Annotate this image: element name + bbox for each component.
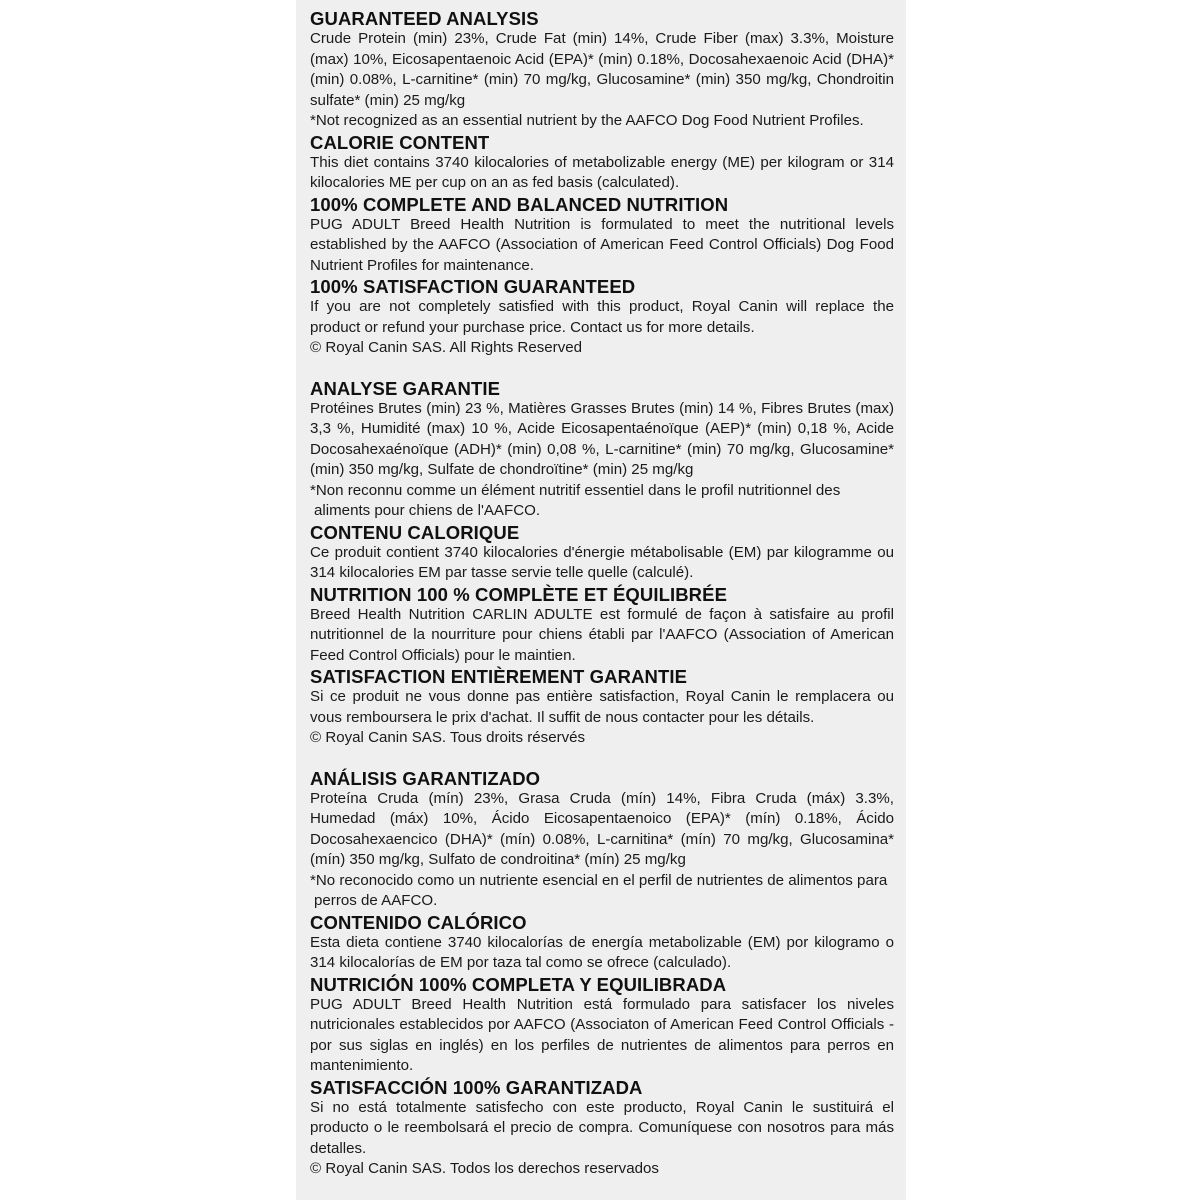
english-section bbox=[310, 8, 894, 359]
copyright-text: © Royal Canin SAS. Tous droits réservés bbox=[310, 729, 586, 746]
complete-nutrition-heading: NUTRICIÓN 100% COMPLETA Y EQUILIBRADA bbox=[310, 973, 727, 995]
satisfaction-text: If you are not completely satisfied with this product, Royal Canin will replace the product or refund your purchase price. Contact us for more details. bbox=[310, 298, 894, 336]
label-panel bbox=[296, 0, 906, 1200]
complete-nutrition-text: PUG ADULT Breed Health Nutrition is formulated to meet the nutritional levels established by the AAFCO (Association of American Feed Control Officials) Dog Food Nutrient Profiles for maintenance. bbox=[310, 215, 894, 274]
satisfaction-heading: SATISFACCIÓN 100% GARANTIZADA bbox=[310, 1076, 643, 1098]
calorie-content-heading: CALORIE CONTENT bbox=[310, 131, 490, 153]
guaranteed-analysis-heading: ANÁLISIS GARANTIZADO bbox=[310, 767, 541, 789]
guaranteed-analysis-note: *Non reconnu comme un élément nutritif essentiel dans le profil nutritionnel des aliments pour chiens de l'AAFCO. bbox=[310, 481, 841, 519]
guaranteed-analysis-text: Crude Protein (min) 23%, Crude Fat (min) 14%, Crude Fiber (max) 3.3%, Moisture (max) 10%, Eicosapentaenoic Acid (EPA)* (min) 0.18%, Docosahexaenoic Acid (DHA)* (min) 0.08%, L-carnitine* (min) 70 mg/kg, Glucosamine* (min) 350 mg/kg, Chondroitin sulfate* (min) 25 mg/kg bbox=[310, 30, 894, 109]
guaranteed-analysis-note: *Not recognized as an essential nutrient by the AAFCO Dog Food Nutrient Profiles. bbox=[310, 112, 864, 129]
copyright-text: © Royal Canin SAS. Todos los derechos reservados bbox=[310, 1160, 659, 1177]
complete-nutrition-heading: 100% COMPLETE AND BALANCED NUTRITION bbox=[310, 193, 729, 215]
calorie-content-text: Ce produit contient 3740 kilocalories d'énergie métabolisable (EM) par kilogramme ou 314 kilocalories EM par tasse servie telle quelle (calculé). bbox=[310, 543, 894, 581]
guaranteed-analysis-note: *No reconocido como un nutriente esencial en el perfil de nutrientes de alimentos para perros de AAFCO. bbox=[310, 871, 888, 909]
calorie-content-text: Esta dieta contiene 3740 kilocalorías de energía metabolizable (EM) por kilogramo o 314 kilocalorías de EM por taza tal como se ofrece (calculado). bbox=[310, 933, 894, 971]
complete-nutrition-heading: NUTRITION 100 % COMPLÈTE ET ÉQUILIBRÉE bbox=[310, 583, 728, 605]
guaranteed-analysis-heading: ANALYSE GARANTIE bbox=[310, 377, 501, 399]
complete-nutrition-text: PUG ADULT Breed Health Nutrition está formulado para satisfacer los niveles nutricionales establecidos por AAFCO (Associaton of American Feed Control Officials - por sus siglas en inglés) en los perfiles de nutrientes de alimentos para perros en mantenimiento. bbox=[310, 995, 894, 1074]
guaranteed-analysis-text: Protéines Brutes (min) 23 %, Matières Grasses Brutes (min) 14 %, Fibres Brutes (max) 3,3 %, Humidité (max) 10 %, Acide Eicosapentaénoïque (AEP)* (min) 0,18 %, Acide Docosahexaénoïque (ADH)* (min) 0,08 %, L-carnitine* (min) 70 mg/kg, Glucosamine* (min) 350 mg/kg, Sulfate de chondroïtine* (min) 25 mg/kg bbox=[310, 399, 894, 478]
copyright-text: © Royal Canin SAS. All Rights Reserved bbox=[310, 339, 583, 356]
calorie-content-heading: CONTENU CALORIQUE bbox=[310, 521, 520, 543]
calorie-content-text: This diet contains 3740 kilocalories of metabolizable energy (ME) per kilogram or 314 kilocalories ME per cup on an as fed basis (calculated). bbox=[310, 153, 894, 191]
satisfaction-text: Si ce produit ne vous donne pas entière satisfaction, Royal Canin le remplacera ou vous remboursera le prix d'achat. Il suffit de nous contacter pour les détails. bbox=[310, 688, 894, 726]
guaranteed-analysis-heading: GUARANTEED ANALYSIS bbox=[310, 8, 539, 29]
satisfaction-heading: SATISFACTION ENTIÈREMENT GARANTIE bbox=[310, 666, 688, 687]
calorie-content-heading: CONTENIDO CALÓRICO bbox=[310, 911, 527, 933]
spanish-section bbox=[310, 768, 894, 1180]
complete-nutrition-text: Breed Health Nutrition CARLIN ADULTE est formulé de façon à satisfaire au profil nutritionnel de la nourriture pour chiens établi par l'AAFCO (Association of American Feed Control Officials) pour le maintien. bbox=[310, 605, 894, 664]
satisfaction-text: Si no está totalmente satisfecho con este producto, Royal Canin le sustituirá el producto o le reembolsará el precio de compra. Comuníquese con nosotros para más detalles. bbox=[310, 1098, 894, 1157]
guaranteed-analysis-text: Proteína Cruda (mín) 23%, Grasa Cruda (mín) 14%, Fibra Cruda (máx) 3.3%, Humedad (máx) 10%, Ácido Eicosapentaenoico (EPA)* (mín) 0.18%, Ácido Docosahexaencico (DHA)* (mín) 0.08%, L-carnitina* (mín) 70 mg/kg, Glucosamina* (mín) 350 mg/kg, Sulfato de condroitina* (mín) 25 mg/kg bbox=[310, 789, 894, 868]
french-section bbox=[310, 378, 894, 749]
satisfaction-heading: 100% SATISFACTION GUARANTEED bbox=[310, 276, 636, 297]
